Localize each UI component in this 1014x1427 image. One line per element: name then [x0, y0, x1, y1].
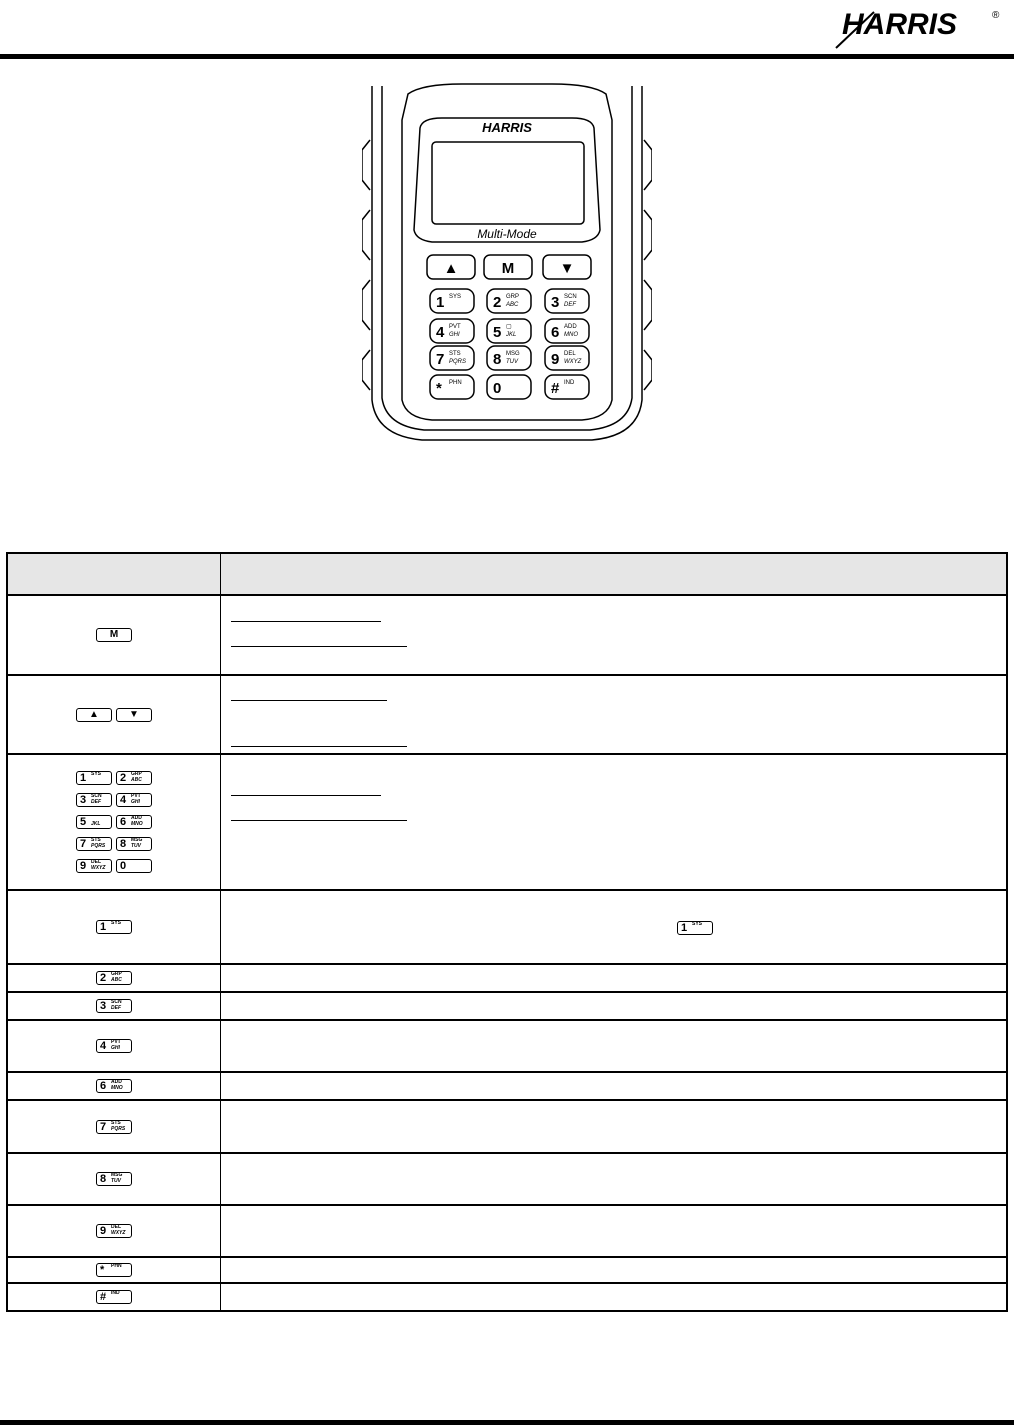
table-row-key-9	[8, 1204, 1006, 1256]
header-rule	[0, 54, 1014, 59]
key-function-table	[6, 552, 1008, 1312]
svg-text:ADD: ADD	[564, 324, 577, 330]
radio-nav-key	[543, 255, 591, 279]
table-row-menu-key	[8, 594, 1006, 674]
table-row-arrow-keys	[8, 674, 1006, 753]
svg-text:WXYZ: WXYZ	[564, 359, 582, 365]
svg-text:1: 1	[436, 294, 445, 311]
radio-key-8	[487, 346, 531, 370]
key-0-icon: 0	[116, 859, 152, 873]
svg-text:PVT: PVT	[449, 324, 461, 330]
svg-text:TUV: TUV	[506, 359, 518, 365]
key-5-icon: 5 JKL	[76, 815, 112, 829]
radio-key-0	[487, 375, 531, 399]
radio-key-9	[545, 346, 589, 370]
svg-text:GHI: GHI	[449, 332, 460, 338]
svg-text:2: 2	[493, 294, 502, 311]
radio-key-5	[487, 319, 531, 343]
key-2-grp-icon: 2 GRP ABC	[96, 971, 132, 985]
svg-text:*: *	[436, 380, 442, 397]
table-row-key-7	[8, 1099, 1006, 1152]
svg-text:▲: ▲	[443, 260, 459, 277]
table-row-key-1	[8, 889, 1006, 963]
radio-key-1	[430, 289, 474, 313]
svg-text:MSG: MSG	[506, 351, 520, 357]
radio-nav-key	[427, 255, 475, 279]
svg-text:7: 7	[436, 351, 445, 368]
svg-text:JKL: JKL	[506, 332, 517, 338]
table-row-key-8	[8, 1152, 1006, 1204]
key-1-sys-icon: 1 SYS	[96, 920, 132, 934]
key-2-icon: 2 GRP ABC	[116, 771, 152, 785]
table-row-key-6	[8, 1071, 1006, 1099]
svg-text:0: 0	[493, 380, 502, 397]
svg-text:▼: ▼	[559, 260, 575, 277]
key-8-msg-icon: 8 MSG TUV	[96, 1172, 132, 1186]
table-row-key-3	[8, 991, 1006, 1019]
radio-brand: HARRIS	[482, 120, 532, 135]
key-3-scn-icon: 3 SCN DEF	[96, 999, 132, 1013]
table-row-numeric-keys	[8, 753, 1006, 889]
table-row-key-2	[8, 963, 1006, 991]
svg-text:3: 3	[551, 294, 560, 311]
svg-text:GRP: GRP	[506, 294, 520, 300]
svg-text:9: 9	[551, 351, 560, 368]
radio-key-7	[430, 346, 474, 370]
svg-text:6: 6	[551, 324, 560, 341]
table-header-row	[8, 554, 1006, 594]
key-hash-ind-icon: # IND	[96, 1290, 132, 1304]
table-row-key-star	[8, 1256, 1006, 1282]
svg-text:M: M	[501, 260, 515, 277]
svg-text:PQRS: PQRS	[449, 359, 467, 365]
radio-model-label: Multi-Mode	[477, 227, 537, 241]
svg-text:DEF: DEF	[564, 302, 576, 308]
key-4-icon: 4 PVT GHI	[116, 793, 152, 807]
harris-logo	[816, 4, 1006, 52]
key-8-icon: 8 MSG TUV	[116, 837, 152, 851]
svg-text:SCN: SCN	[564, 294, 577, 300]
key-7-sts-icon: 7 STS PQRS	[96, 1120, 132, 1134]
key-4-pvt-icon: 4 PVT GHI	[96, 1039, 132, 1053]
radio-key-*	[430, 375, 474, 399]
key-1-icon: 1 SYS	[76, 771, 112, 785]
radio-illustration	[362, 80, 652, 442]
inline-key-1-sys-icon: 1 SYS	[677, 921, 713, 935]
radio-key-2	[487, 289, 531, 313]
radio-nav-key	[484, 255, 532, 279]
svg-text:DEL: DEL	[564, 351, 576, 357]
key-7-icon: 7 STS PQRS	[76, 837, 112, 851]
svg-text:SYS: SYS	[449, 294, 462, 300]
key-6-add-icon: 6 ADD MNO	[96, 1079, 132, 1093]
svg-text:IND: IND	[564, 380, 575, 386]
table-row-key-4	[8, 1019, 1006, 1071]
svg-text:8: 8	[493, 351, 502, 368]
table-row-key-hash	[8, 1282, 1006, 1310]
svg-text:▢: ▢	[506, 324, 512, 330]
svg-text:ABC: ABC	[506, 302, 519, 308]
key-6-icon: 6 ADD MNO	[116, 815, 152, 829]
svg-text:STS: STS	[449, 351, 461, 357]
svg-text:#: #	[551, 380, 560, 397]
radio-key-3	[545, 289, 589, 313]
svg-text:MNO: MNO	[564, 332, 578, 338]
radio-key-6	[545, 319, 589, 343]
svg-text:5: 5	[493, 324, 502, 341]
up-arrow-key-icon: ▲	[76, 708, 112, 722]
logo-text: HARRIS	[842, 8, 958, 41]
key-9-del-icon: 9 DEL WXYZ	[96, 1224, 132, 1238]
svg-text:4: 4	[436, 324, 445, 341]
key-3-icon: 3 SCN DEF	[76, 793, 112, 807]
down-arrow-key-icon: ▼	[116, 708, 152, 722]
menu-key-icon: M	[96, 628, 132, 642]
radio-key-#	[545, 375, 589, 399]
svg-text:PHN: PHN	[449, 380, 462, 386]
key-9-icon: 9 DEL WXYZ	[76, 859, 112, 873]
svg-text:®: ®	[992, 10, 1000, 21]
radio-key-4	[430, 319, 474, 343]
key-star-phn-icon: * PHN	[96, 1263, 132, 1277]
footer-rule	[0, 1420, 1014, 1425]
